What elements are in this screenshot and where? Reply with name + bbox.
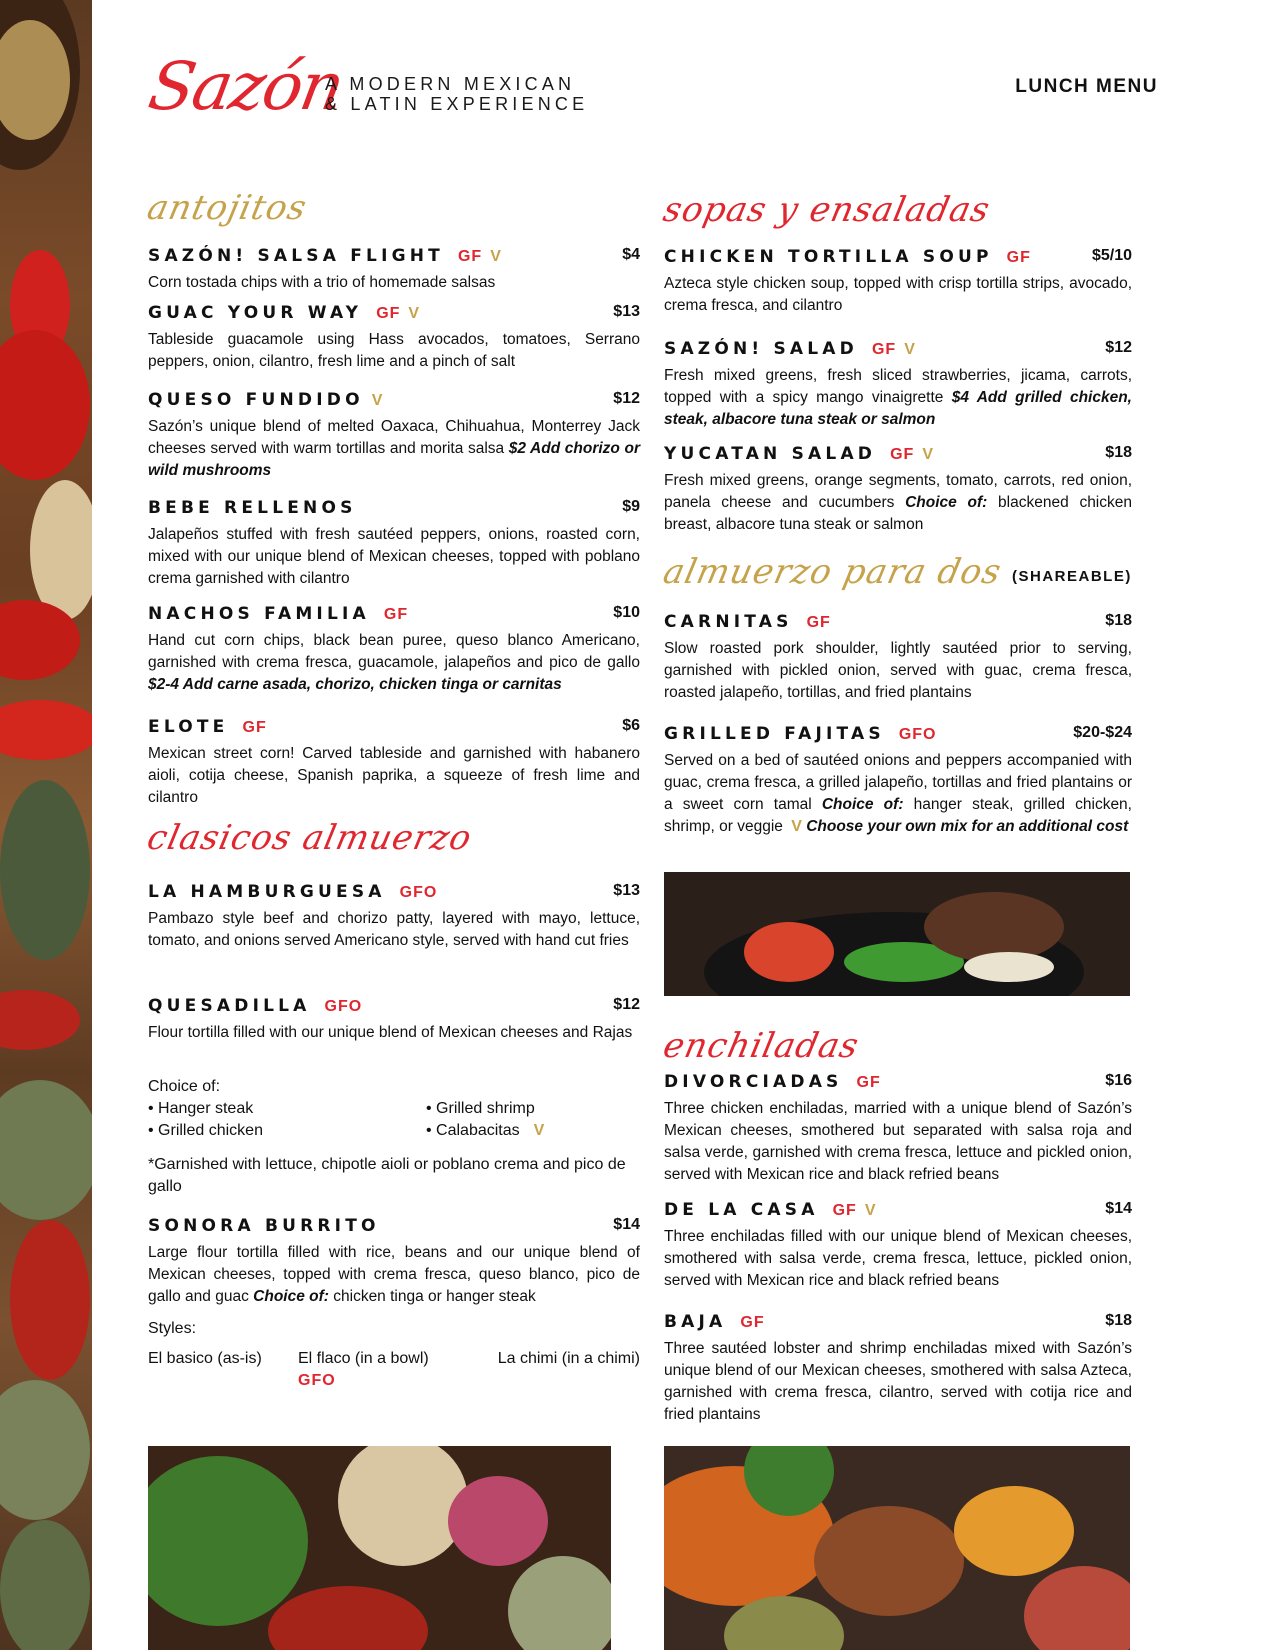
- gfo-tag: GFO: [898, 726, 937, 743]
- item-description: Three sautéed lobster and shrimp enchiladas mixed with Sazón’s unique blend of our Mexican cheeses, smothered with salsa Azteca, garnished with crema fresca, cilantro, served with cotija rice and fried plantains: [664, 1340, 1132, 1423]
- addon-text: $2 Add chorizo or wild mushrooms: [148, 440, 640, 479]
- item-description: Corn tostada chips with a trio of homemade salsas: [148, 274, 496, 291]
- item-description: Three chicken enchiladas, married with a unique blend of Sazón’s Mexican cheeses, smothered but separated with salsa roja and salsa verde, garnished with crema fresca, lettuce and pickled onion, served with Mexican rice and black refried beans: [664, 1100, 1132, 1183]
- menu-item-sazon-salad: [664, 339, 1132, 431]
- gf-tag: GF: [871, 341, 897, 358]
- fajitas-photo: [664, 872, 1130, 996]
- item-price: $18: [1105, 444, 1132, 461]
- item-price: $18: [1105, 1312, 1132, 1329]
- shareable-note: (SHAREABLE): [1012, 568, 1132, 585]
- gf-tag: GF: [376, 305, 401, 322]
- menu-title: LUNCH MENU: [1015, 76, 1158, 97]
- gf-tag: GF: [383, 606, 409, 623]
- item-name: BAJA: [664, 1312, 727, 1332]
- spices-photo-right: [664, 1446, 1130, 1650]
- item-name: CHICKEN TORTILLA SOUP: [664, 247, 993, 267]
- v-tag: V: [408, 305, 420, 322]
- item-price: $9: [622, 498, 640, 515]
- description-text: Sazón’s unique blend of melted Oaxaca, Chihuahua, Monterrey Jack cheeses served with warm tortillas and morita salsa: [148, 418, 640, 457]
- style-option: El flaco (in a bowl): [298, 1350, 429, 1367]
- spices-photo-left: [148, 1446, 611, 1650]
- item-description: Tableside guacamole using Hass avocados, tomatoes, Serrano peppers, onion, cilantro, fresh lime and a pinch of salt: [148, 331, 640, 370]
- tagline-line-1: A MODERN MEXICAN: [325, 74, 576, 94]
- item-name: NACHOS FAMILIA: [148, 604, 370, 624]
- gf-tag: GF: [242, 719, 267, 736]
- item-price: $20-$24: [1073, 724, 1132, 741]
- description-text: Hand cut corn chips, black bean puree, queso blanco Americano, garnished with crema fresca, guacamole, jalapeños and pico de gallo: [148, 632, 640, 671]
- v-tag: V: [922, 446, 933, 463]
- item-description: [148, 1242, 640, 1308]
- choice-option: • Hanger steak: [148, 1100, 254, 1117]
- choice-list-right: [426, 1098, 544, 1142]
- v-tag: V: [791, 818, 802, 835]
- description-tail: hanger steak, grilled chicken, shrimp, or veggie: [664, 796, 1132, 835]
- garnish-note: *Garnished with lettuce, chipotle aioli or poblano crema and pico de gallo: [148, 1156, 626, 1195]
- menu-item-quesadilla: [148, 996, 640, 1044]
- item-price: $18: [1105, 612, 1132, 629]
- gfo-tag: GFO: [399, 884, 438, 901]
- left-photo-strip: [0, 0, 92, 1650]
- section-heading-sopas: sopas y ensaladas: [659, 190, 994, 230]
- addon-text: Choice of:: [821, 796, 904, 813]
- menu-item-guac-your-way: [148, 303, 640, 373]
- item-description: [148, 630, 640, 696]
- choice-option: • Grilled chicken: [148, 1122, 263, 1139]
- item-price: $12: [613, 996, 640, 1013]
- choice-option: • Grilled shrimp: [426, 1100, 535, 1117]
- item-price: $12: [613, 390, 640, 407]
- v-tag: V: [533, 1122, 545, 1139]
- item-price: $14: [613, 1216, 640, 1233]
- item-name: ELOTE: [148, 717, 229, 737]
- description-tail: blackened chicken breast, albacore tuna steak or salmon: [664, 494, 1132, 533]
- menu-item-salsa-flight: [148, 246, 640, 294]
- v-tag: V: [371, 392, 383, 409]
- gf-tag: GF: [457, 248, 483, 265]
- gf-tag: GF: [806, 614, 831, 631]
- section-heading-clasicos: clasicos almuerzo: [143, 818, 476, 858]
- item-name: DE LA CASA: [664, 1200, 819, 1220]
- styles-label: Styles:: [148, 1320, 197, 1337]
- v-tag: V: [864, 1202, 876, 1219]
- item-price: $14: [1105, 1200, 1132, 1217]
- burrito-styles: [148, 1318, 640, 1396]
- item-description: Slow roasted pork shoulder, lightly sautéed prior to serving, garnished with pickled onion, served with guac, crema fresca, roasted jalapeño, tortillas, and fried plantains: [664, 640, 1132, 701]
- style-option: El basico (as-is): [148, 1350, 262, 1367]
- choice-label: Choice of:: [148, 1078, 221, 1095]
- item-description: [664, 470, 1132, 536]
- description-text: Fresh mixed greens, orange segments, tomato, carrots, red onion, panela cheese and cucumbers: [664, 472, 1132, 511]
- item-description: Flour tortilla filled with our unique blend of Mexican cheeses and Rajas: [148, 1024, 633, 1041]
- item-description: Azteca style chicken soup, topped with crisp tortilla strips, avocado, crema fresca, and cilantro: [664, 275, 1132, 314]
- quesadilla-choices: [148, 1076, 640, 1198]
- item-name: GUAC YOUR WAY: [148, 303, 363, 323]
- item-price: $12: [1105, 339, 1132, 356]
- menu-item-nachos-familia: [148, 604, 640, 696]
- item-price: $10: [613, 604, 640, 621]
- menu-item-elote: [148, 717, 640, 809]
- menu-item-sonora-burrito: [148, 1216, 640, 1308]
- addon-text-2: Choose your own mix for an additional cost: [806, 818, 1129, 835]
- item-price: $4: [622, 246, 640, 263]
- section-heading-enchiladas: enchiladas: [659, 1026, 863, 1066]
- addon-text: Choice of:: [905, 494, 988, 511]
- menu-item-divorciadas: [664, 1072, 1132, 1186]
- description-text: Fresh mixed greens, fresh sliced strawberries, jicama, carrots, topped with a spicy mango vinaigrette: [664, 367, 1132, 406]
- menu-item-de-la-casa: [664, 1200, 1132, 1292]
- section-heading-almuerzo: almuerzo para dos: [659, 552, 1006, 592]
- item-name: SONORA BURRITO: [148, 1216, 380, 1236]
- item-description: [664, 365, 1132, 431]
- menu-item-bebe-rellenos: [148, 498, 640, 590]
- menu-item-chicken-tortilla-soup: [664, 247, 1132, 317]
- description-text: Large flour tortilla filled with rice, beans and our unique blend of Mexican cheeses, topped with crema fresca, queso blanco, pico de gallo and guac: [148, 1244, 640, 1305]
- tagline: [325, 74, 588, 114]
- v-tag: V: [490, 248, 501, 265]
- item-price: $13: [613, 303, 640, 320]
- gf-tag: GF: [856, 1074, 881, 1091]
- gf-tag: GF: [832, 1202, 857, 1219]
- item-name: SAZÓN! SALSA FLIGHT: [148, 246, 444, 266]
- item-name: YUCATAN SALAD: [664, 444, 877, 464]
- item-description: [664, 750, 1132, 838]
- item-name: QUESO FUNDIDO: [148, 390, 364, 410]
- gfo-tag: GFO: [298, 1372, 336, 1389]
- item-name: BEBE RELLENOS: [148, 498, 357, 518]
- gf-tag: GF: [890, 446, 915, 463]
- style-option: La chimi (in a chimi): [497, 1350, 640, 1367]
- item-description: Mexican street corn! Carved tableside and garnished with habanero aioli, cotija cheese, Spanish paprika, a squeeze of fresh lime and cilantro: [148, 745, 640, 806]
- item-description: Jalapeños stuffed with fresh sautéed peppers, onions, roasted corn, mixed with our unique blend of Mexican cheeses, topped with poblano crema garnished with cilantro: [148, 526, 640, 587]
- menu-item-baja: [664, 1312, 1132, 1426]
- description-text: Served on a bed of sautéed onions and peppers accompanied with guac, crema fresca, a grilled jalapeño, tortillas and fried plantains or a sweet corn tamal: [664, 752, 1132, 813]
- section-heading-antojitos: antojitos: [143, 188, 311, 228]
- item-description: [148, 416, 640, 482]
- style-option-flaco: [298, 1348, 429, 1392]
- menu-item-queso-fundido: [148, 390, 640, 482]
- item-price: $13: [613, 882, 640, 899]
- item-name: SAZÓN! SALAD: [664, 339, 858, 359]
- item-name: CARNITAS: [664, 612, 793, 632]
- v-tag: V: [904, 341, 915, 358]
- item-name: GRILLED FAJITAS: [664, 724, 885, 744]
- item-description: Pambazo style beef and chorizo patty, layered with mayo, lettuce, tomato, and onions served Americano style, served with hand cut fries: [148, 910, 640, 949]
- description-tail: chicken tinga or hanger steak: [333, 1288, 536, 1305]
- addon-text: Choice of:: [253, 1288, 329, 1305]
- menu-item-yucatan-salad: [664, 444, 1132, 536]
- choice-list-left: [148, 1098, 263, 1142]
- item-name: QUESADILLA: [148, 996, 311, 1016]
- choice-option: • Calabacitas: [426, 1122, 520, 1139]
- item-price: $16: [1105, 1072, 1132, 1089]
- gf-tag: GF: [1006, 249, 1031, 266]
- gf-tag: GF: [740, 1314, 765, 1331]
- addon-text: $2-4 Add carne asada, chorizo, chicken tinga or carnitas: [148, 676, 562, 693]
- tagline-line-2: & LATIN EXPERIENCE: [325, 94, 589, 114]
- item-price: $6: [622, 717, 640, 734]
- item-description: Three enchiladas filled with our unique blend of Mexican cheeses, smothered with salsa verde, crema fresca, lettuce, pickled onion, served with Mexican rice and black refried beans: [664, 1228, 1132, 1289]
- menu-item-la-hamburguesa: [148, 882, 640, 952]
- menu-item-grilled-fajitas: [664, 724, 1132, 838]
- item-price: $5/10: [1091, 247, 1132, 264]
- item-name: LA HAMBURGUESA: [148, 882, 386, 902]
- item-name: DIVORCIADAS: [664, 1072, 843, 1092]
- restaurant-logo: Sazón: [143, 48, 349, 125]
- addon-text: $4 Add grilled chicken, steak, albacore tuna steak or salmon: [664, 389, 1132, 428]
- gfo-tag: GFO: [324, 998, 363, 1015]
- menu-item-carnitas: [664, 612, 1132, 704]
